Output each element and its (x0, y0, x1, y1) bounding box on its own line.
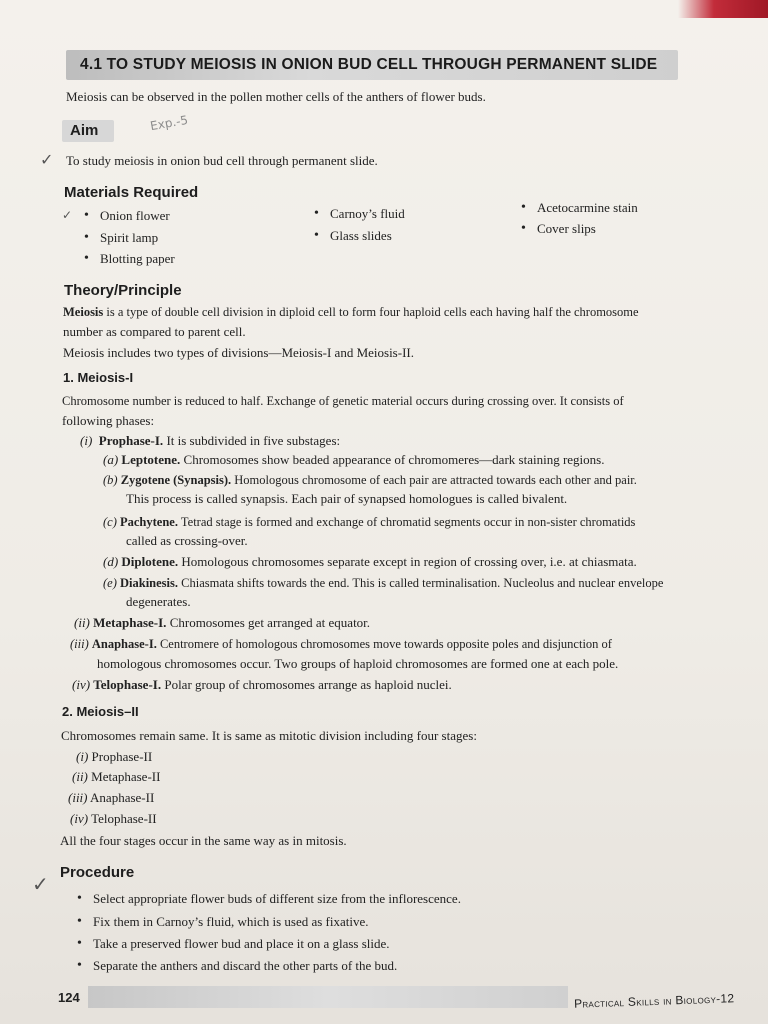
metaphase-1-item: (ii) Metaphase-I. Chromosomes get arranged at equator. (74, 615, 371, 630)
meiosis-2-stage: (ii) Metaphase-II (72, 769, 161, 784)
substage-leptotene: (a) Leptotene. Chromosomes show beaded appearance of chromomeres—dark staining regions. (103, 452, 605, 467)
anaphase-1-cont: homologous chromosomes occur. Two groups of haploid chromosomes are formed one at each pole. (97, 656, 619, 671)
handwritten-annotation: Exp.-5 (149, 112, 190, 134)
materials-heading: Materials Required (64, 184, 199, 201)
page-corner-decoration (678, 0, 768, 18)
meiosis-1-heading: 1. Meiosis-I (63, 370, 134, 385)
anaphase-1-item: (iii) Anaphase-I. Centromere of homologous chromosomes move towards opposite poles and disjunction of (70, 637, 612, 651)
intro-text: Meiosis can be observed in the pollen mother cells of the anthers of flower buds. (66, 89, 486, 104)
meiosis-1-line: following phases: (62, 413, 155, 428)
material-item: • Carnoy’s fluid (330, 205, 405, 223)
prophase-1-item: (i) Prophase-I. It is subdivided in five substages: (80, 433, 341, 448)
meiosis-2-heading: 2. Meiosis–II (62, 704, 139, 719)
aim-text: To study meiosis in onion bud cell through permanent slide. (66, 153, 378, 168)
material-item: • Acetocarmine stain (537, 199, 638, 217)
substage-zygotene-cont: This process is called synapsis. Each pair of synapsed homologues is called bivalent. (126, 491, 568, 506)
procedure-step: • Separate the anthers and discard the other parts of the bud. (93, 957, 397, 975)
aim-heading: Aim (70, 122, 99, 139)
material-item: • Blotting paper (100, 250, 175, 268)
meiosis-2-closing: All the four stages occur in the same way as in mitosis. (60, 833, 347, 848)
material-item: • Onion flower (100, 207, 170, 225)
procedure-heading: Procedure (60, 864, 135, 881)
page-number: 124 (58, 990, 80, 1005)
substage-diakinesis: (e) Diakinesis. Chiasmata shifts towards the end. This is called terminalisation. Nucleolus and nuclear envelope (103, 576, 664, 590)
substage-diakinesis-cont: degenerates. (126, 594, 191, 609)
material-item: • Spirit lamp (100, 229, 158, 247)
footer-banner (88, 986, 568, 1008)
theory-paragraph-line: Meiosis includes two types of divisions—Meiosis-I and Meiosis-II. (63, 345, 414, 360)
procedure-step: • Take a preserved flower bud and place it on a glass slide. (93, 935, 390, 953)
meiosis-2-stage: (iii) Anaphase-II (68, 790, 155, 805)
meiosis-2-stage: (i) Prophase-II (76, 749, 153, 764)
check-mark-icon: ✓ (32, 872, 49, 896)
theory-heading: Theory/Principle (64, 282, 182, 299)
page-title: 4.1 TO STUDY MEIOSIS IN ONION BUD CELL THROUGH PERMANENT SLIDE (80, 56, 658, 73)
substage-pachytene-cont: called as crossing-over. (126, 533, 248, 548)
meiosis-1-line: Chromosome number is reduced to half. Exchange of genetic material occurs during crossing over. It consists of (62, 394, 624, 408)
substage-zygotene: (b) Zygotene (Synapsis). Homologous chromosome of each pair are attracted towards each other and pair. (103, 473, 637, 487)
material-item: • Glass slides (330, 227, 392, 245)
procedure-step: • Select appropriate flower buds of different size from the inflorescence. (93, 890, 461, 908)
theory-paragraph-line: number as compared to parent cell. (63, 324, 246, 339)
telophase-1-item: (iv) Telophase-I. Polar group of chromosomes arrange as haploid nuclei. (72, 677, 452, 692)
meiosis-2-line: Chromosomes remain same. It is same as mitotic division including four stages: (61, 728, 477, 743)
substage-pachytene: (c) Pachytene. Tetrad stage is formed and exchange of chromatid segments occur in non-sister chromatids (103, 515, 636, 529)
book-title: Practical Skills in Biology-12 (573, 991, 735, 1011)
meiosis-2-stage: (iv) Telophase-II (70, 811, 157, 826)
substage-diplotene: (d) Diplotene. Homologous chromosomes separate except in region of crossing over, i.e. at chiasmata. (103, 554, 637, 569)
check-mark-icon: ✓ (40, 150, 54, 169)
material-item: • Cover slips (537, 220, 596, 238)
procedure-step: • Fix them in Carnoy’s fluid, which is used as fixative. (93, 913, 369, 931)
check-mark-icon: ✓ (62, 208, 73, 222)
theory-paragraph-line: Meiosis is a type of double cell division in diploid cell to form four haploid cells each having half the chromosome (63, 305, 639, 319)
